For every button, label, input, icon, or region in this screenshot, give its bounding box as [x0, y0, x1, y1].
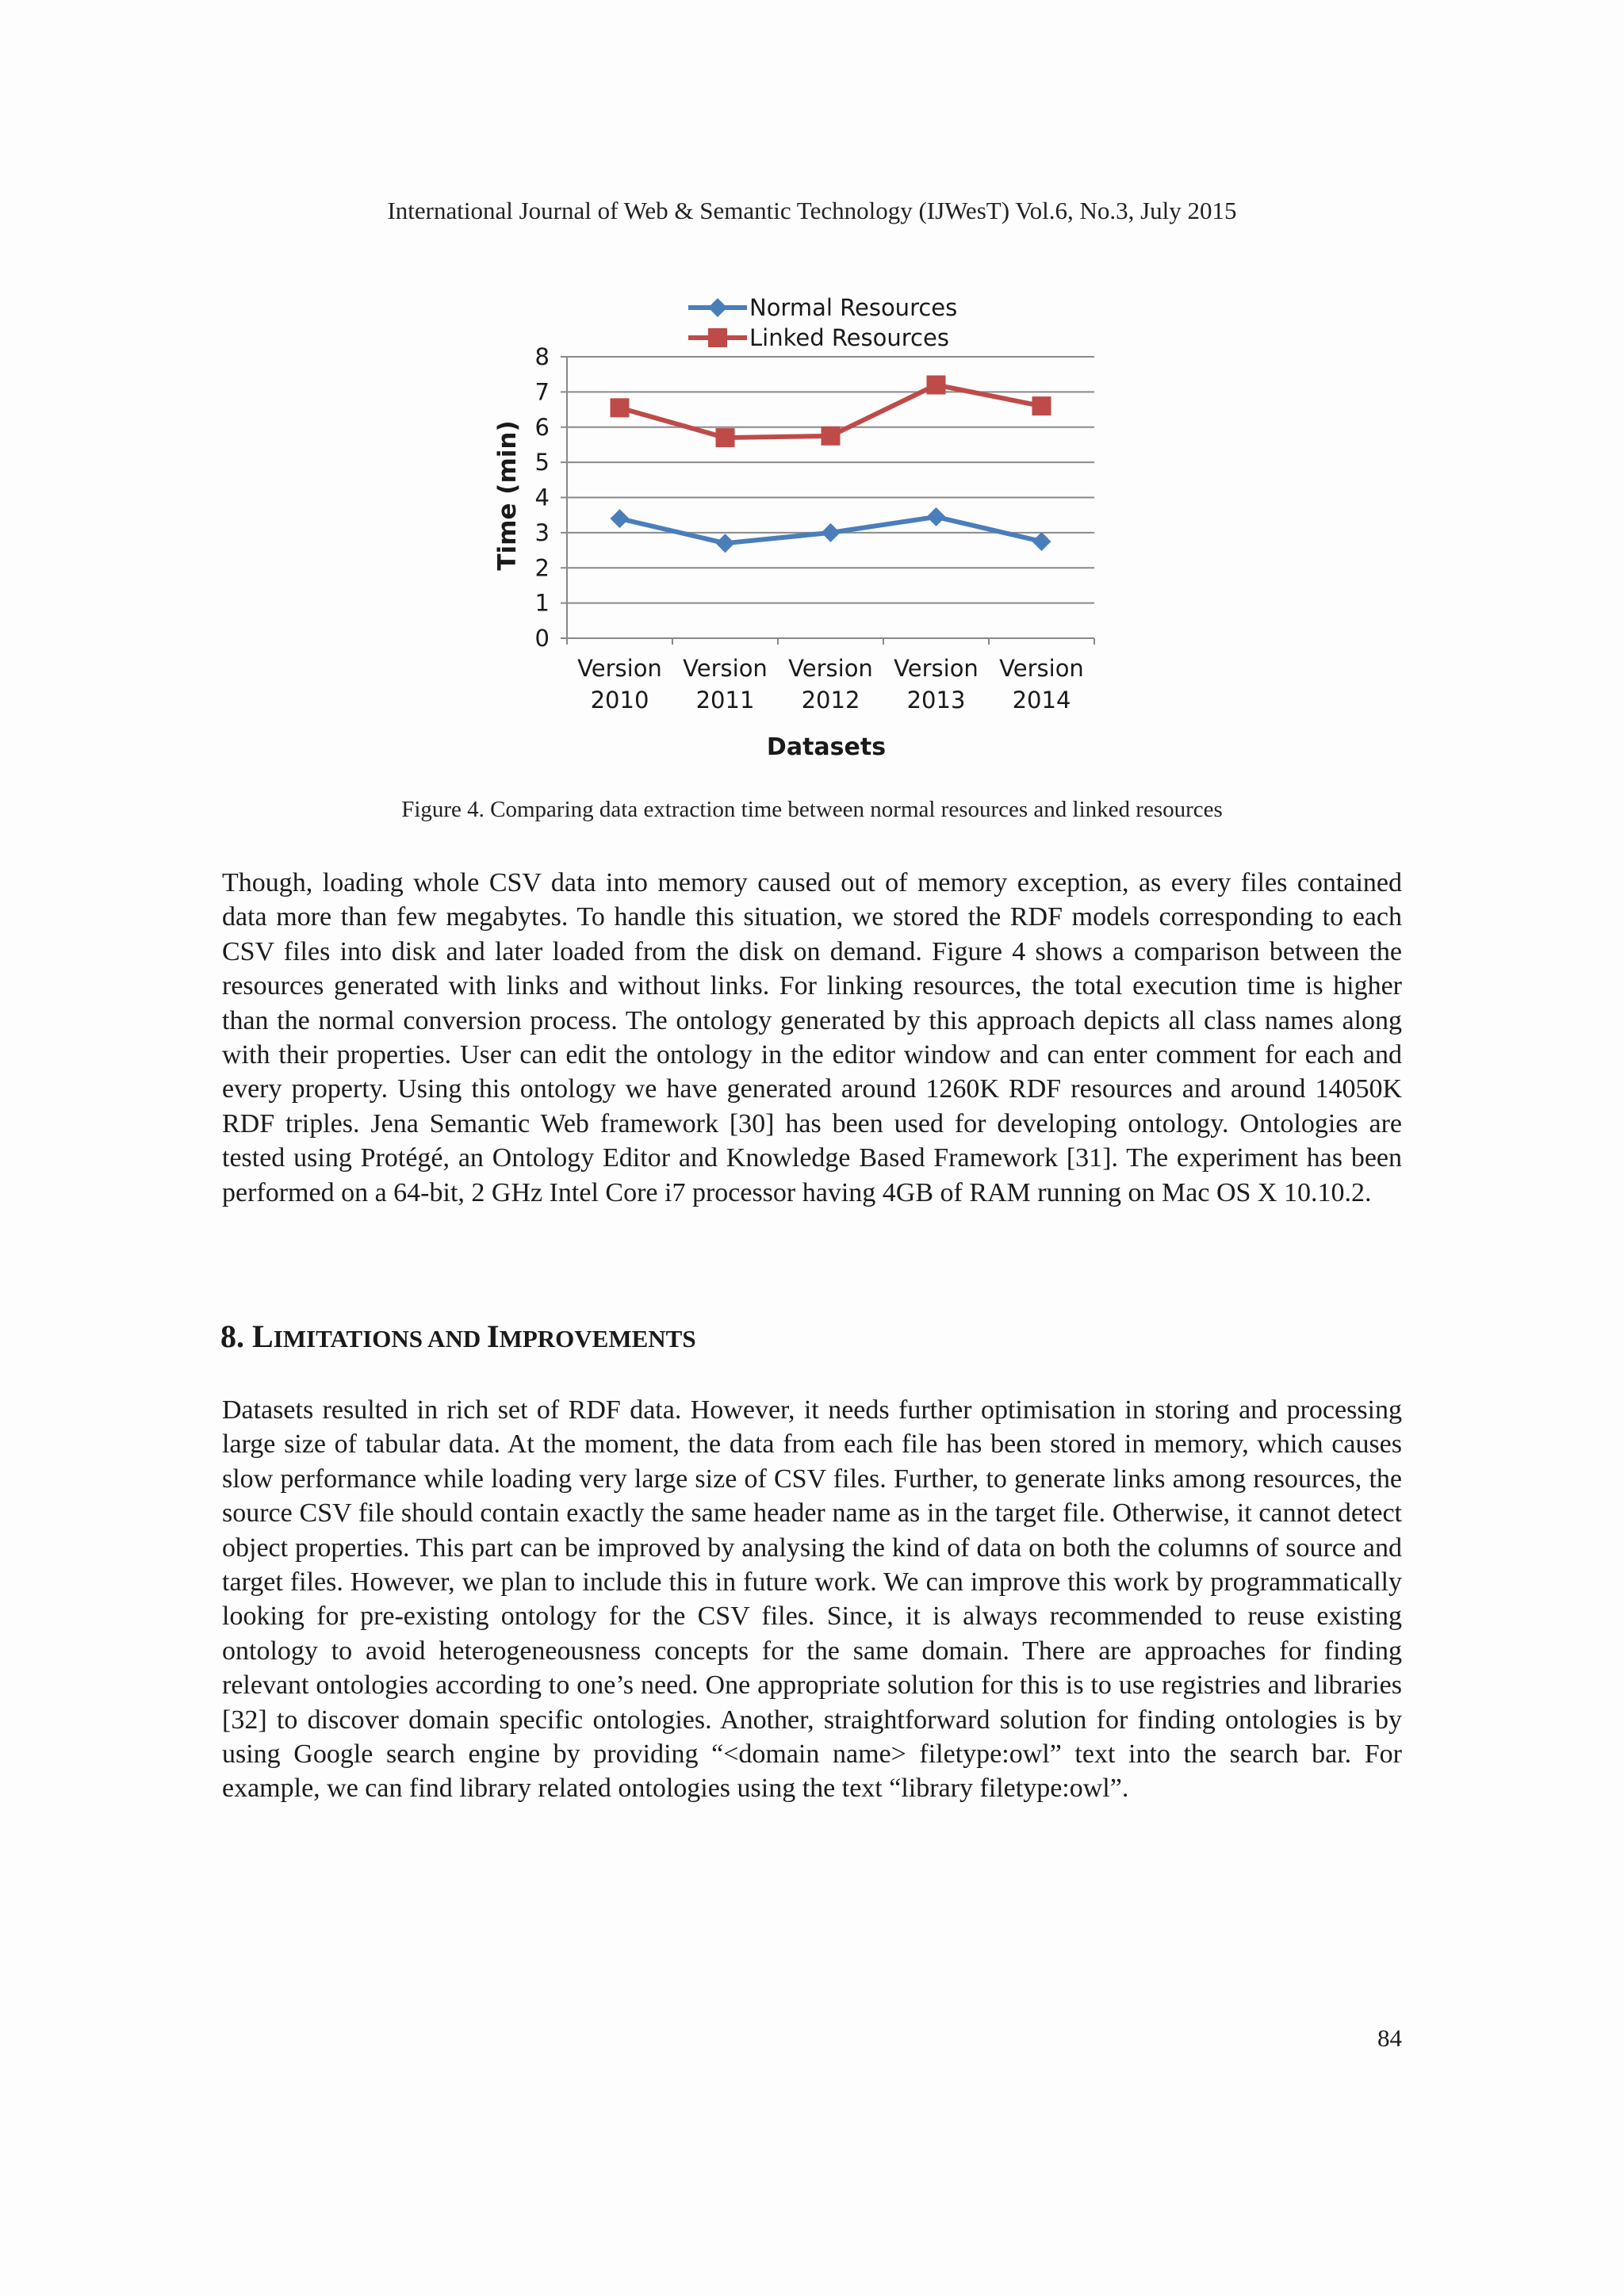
- series-normal-resources: [611, 507, 1051, 553]
- x-tick-label-line2: 2010: [590, 687, 649, 714]
- data-point: [822, 427, 841, 446]
- section-title-part-2: MPROVEMENTS: [499, 1325, 696, 1353]
- x-tick-label-line2: 2011: [695, 687, 755, 714]
- section-heading: [220, 1318, 696, 1355]
- y-tick-label: 5: [534, 449, 550, 476]
- section-number: 8.: [220, 1318, 252, 1354]
- data-point: [927, 507, 946, 526]
- section-title-initial-l: L: [252, 1318, 274, 1354]
- y-tick-label: 3: [534, 519, 550, 546]
- y-tick-label: 4: [534, 484, 550, 511]
- legend-label: Normal Resources: [749, 294, 958, 321]
- x-axis-label: Datasets: [766, 733, 887, 761]
- body-paragraph-1: Though, loading whole CSV data into memory caused out of memory exception, as every files contained data more than few megabytes. To handle this situation, we stored the RDF models corresponding to each CSV files into disk and later loaded from the disk on demand. Figure 4 shows a comparison between the resources generated with links and without links. For linking resources, the total execution time is higher than the normal conversion process. The ontology generated by this approach depicts all class names along with their properties. User can edit the ontology in the editor window and can enter comment for each and every property. Using this ontology we have generated around 1260K RDF resources and around 14050K RDF triples. Jena Semantic Web framework [30] has been used for developing ontology. Ontologies are tested using Protégé, an Ontology Editor and Knowledge Based Framework [31]. The experiment has been performed on a 64-bit, 2 GHz Intel Core i7 processor having 4GB of RAM running on Mac OS X 10.10.2.: [222, 868, 1402, 1207]
- legend-entry: [688, 324, 949, 351]
- chart-gridlines: [567, 357, 1094, 603]
- y-tick-label: 1: [534, 589, 550, 617]
- y-tick-label: 0: [534, 625, 550, 652]
- data-point: [1032, 396, 1051, 415]
- series-linked-resources: [611, 376, 1051, 448]
- chart-series: [611, 376, 1051, 553]
- body-paragraph-2: Datasets resulted in rich set of RDF data. However, it needs further optimisation in storing and processing large size of tabular data. At the moment, the data from each file has been stored in memory, which causes slow performance while loading very large size of CSV files. Further, to generate links among resources, the source CSV file should contain exactly the same header name as in the target file. Otherwise, it cannot detect object properties. This part can be improved by analysing the kind of data on both the columns of source and target files. However, we plan to include this in future work. We can improve this work by programmatically looking for pre-existing ontology for the CSV files. Since, it is always recommended to reuse existing ontology to avoid heterogeneousness concepts for the same domain. There are approaches for finding relevant ontologies according to one’s need. One appropriate solution for this is to use registries and libraries [32] to discover domain specific ontologies. Another, straightforward solution for finding ontologies is by using Google search engine by providing “<domain name> filetype:owl” text into the search bar. For example, we can find library related ontologies using the text “library filetype:owl”.: [222, 1395, 1402, 1804]
- x-tick-label-line1: Version: [683, 655, 768, 682]
- y-axis-label: Time (min): [493, 420, 522, 571]
- x-tick-label-line1: Version: [999, 655, 1084, 682]
- data-point: [716, 428, 735, 447]
- y-tick-label: 6: [534, 413, 550, 441]
- y-tick-labels: [535, 343, 550, 652]
- legend-label: Linked Resources: [749, 324, 949, 351]
- journal-header: International Journal of Web & Semantic Technology (IJWesT) Vol.6, No.3, July 2015: [387, 197, 1237, 224]
- data-point: [716, 534, 735, 553]
- data-point: [708, 298, 727, 317]
- x-tick-label-line1: Version: [788, 655, 873, 682]
- x-tick-label-line2: 2014: [1012, 687, 1071, 714]
- line-chart: [476, 285, 1126, 761]
- figure-caption: Figure 4. Comparing data extraction time between normal resources and linked resources: [401, 797, 1223, 822]
- section-title-part-1: IMITATIONS AND: [273, 1325, 487, 1353]
- y-tick-label: 2: [534, 554, 550, 582]
- section-title-initial-i: I: [486, 1318, 500, 1354]
- x-tick-labels: [577, 655, 1084, 714]
- data-point: [927, 376, 946, 395]
- data-point: [611, 509, 630, 528]
- y-tick-label: 7: [534, 378, 550, 406]
- x-tick-label-line1: Version: [894, 655, 979, 682]
- data-point: [708, 328, 727, 347]
- x-tick-label-line2: 2013: [906, 687, 966, 714]
- x-tick-label-line1: Version: [577, 655, 662, 682]
- legend-entry: [688, 294, 957, 321]
- page-number: 84: [1377, 2024, 1402, 2052]
- x-tick-label-line2: 2012: [801, 687, 860, 714]
- data-point: [611, 398, 630, 417]
- data-point: [822, 523, 841, 542]
- y-tick-label: 8: [534, 343, 550, 370]
- chart-legend: [688, 294, 957, 351]
- data-point: [1032, 532, 1051, 551]
